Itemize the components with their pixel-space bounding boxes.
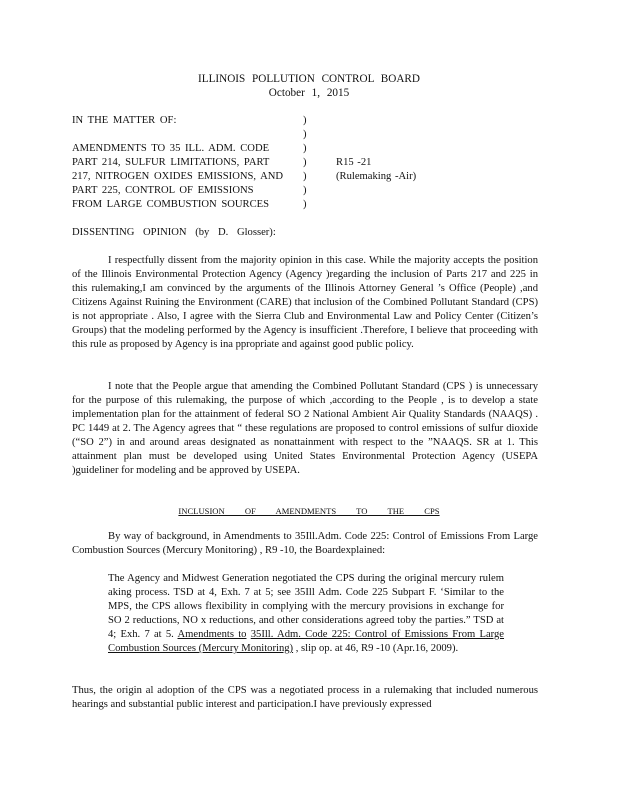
paragraph: I note that the People argue that amending the Combined Pollutant Standard (CPS ) is unnecessary for the purpose of this rulemaking, the purpose of which ,according to the People , is to develop a state implementation plan for the attainment of federal SO 2 National Ambient Air Quality Standards (NAAQS) . PC 1449 at 2. The Agency agrees that “ these regulations are proposed to control emissions of sulfur dioxide (“SO 2”) in and around areas designated as nonattainment with respect to the ”NAAQS. SR at 1. This attainment plan must be developed using United States Environmental Protection Agency (USEPA )guideliner for modeling and be approved by USEPA.	[72, 381, 538, 476]
document-date: October 1, 2015	[268, 87, 350, 99]
caption-line: FROM LARGE COMBUSTION SOURCES	[72, 199, 270, 210]
docket-number: R15 -21	[336, 157, 372, 168]
paragraph: I respectfully dissent from the majority opinion in this case. While the majority accepts the position of the Illinois Environmental Protection Agency (Agency )regarding the inclusion of Parts 217 and 225 in this rulemaking,I am convinced by the arguments of the Illinois Attorney General ’s Office (People) ,and Citizens Against Ruining the Environment (CARE) that inclusion of the Combined Pollutant Standard (CPS) is not appropriate . Also, I agree with the Sierra Club and Environmental Law and Policy Center (Citizen’s Groups) that the modeling performed by the Agency is insufficient .Therefore, I believe that proceeding with this rule as proposed by Agency is ina ppropriate and against good public policy.	[72, 255, 538, 350]
caption-line: PART 225, CONTROL OF EMISSIONS	[72, 185, 254, 196]
board-name: ILLINOIS POLLUTION CONTROL BOARD	[198, 73, 420, 85]
caption-line: AMENDMENTS TO 35 ILL. ADM. CODE	[72, 143, 270, 154]
docket-type: (Rulemaking -Air)	[336, 171, 417, 182]
dissent-title: DISSENTING OPINION (by D. Glosser):	[72, 227, 276, 238]
block-quote	[108, 572, 504, 656]
paragraph: Thus, the origin al adoption of the CPS was a negotiated process in a rulemaking that included numerous hearings and substantial public interest and participation.I have previously expressed	[72, 685, 538, 710]
quote-citation-lead: Amendments to	[177, 629, 247, 640]
quote-text: The Agency and Midwest Generation negotiated the CPS during the original mercury rulem aking process. TSD at 4, Exh. 7 at 5; see 35Ill Adm. Code 225 Subpart F. ‘Similar to the MPS, the CPS allows flexibility in complying with the mercury provisions in exchange for SO 2 reductions, NO x reductions, and other considerations agreed toby the parties.” TSD at 4; Exh. 7 at 5.	[108, 573, 504, 640]
caption-paren: )	[303, 185, 307, 196]
caption-line: IN THE MATTER OF:	[72, 115, 177, 126]
caption-line: 217, NITROGEN OXIDES EMISSIONS, AND	[72, 171, 284, 182]
caption-line: PART 214, SULFUR LIMITATIONS, PART	[72, 157, 270, 168]
caption-paren: )	[303, 171, 307, 182]
caption-paren: )	[303, 143, 307, 154]
quote-citation: 35Ill. Adm. Code 225: Control of Emissions From Large Combustion Sources (Mercury Monitoring)	[108, 629, 505, 654]
quote-tail: , slip op. at 46, R9 -10 (Apr.16, 2009).	[293, 643, 459, 654]
caption-paren: )	[303, 199, 307, 210]
caption-paren: )	[303, 129, 307, 140]
section-heading-text: INCLUSION OF AMENDMENTS TO THE CPS	[178, 506, 440, 516]
paragraph: By way of background, in Amendments to 35Ill.Adm. Code 225: Control of Emissions From Large Combustion Sources (Mercury Monitoring) , R9 -10, the Boardexplained:	[72, 531, 538, 556]
caption-paren: )	[303, 157, 307, 168]
section-heading	[0, 505, 618, 517]
caption-paren: )	[303, 115, 307, 126]
